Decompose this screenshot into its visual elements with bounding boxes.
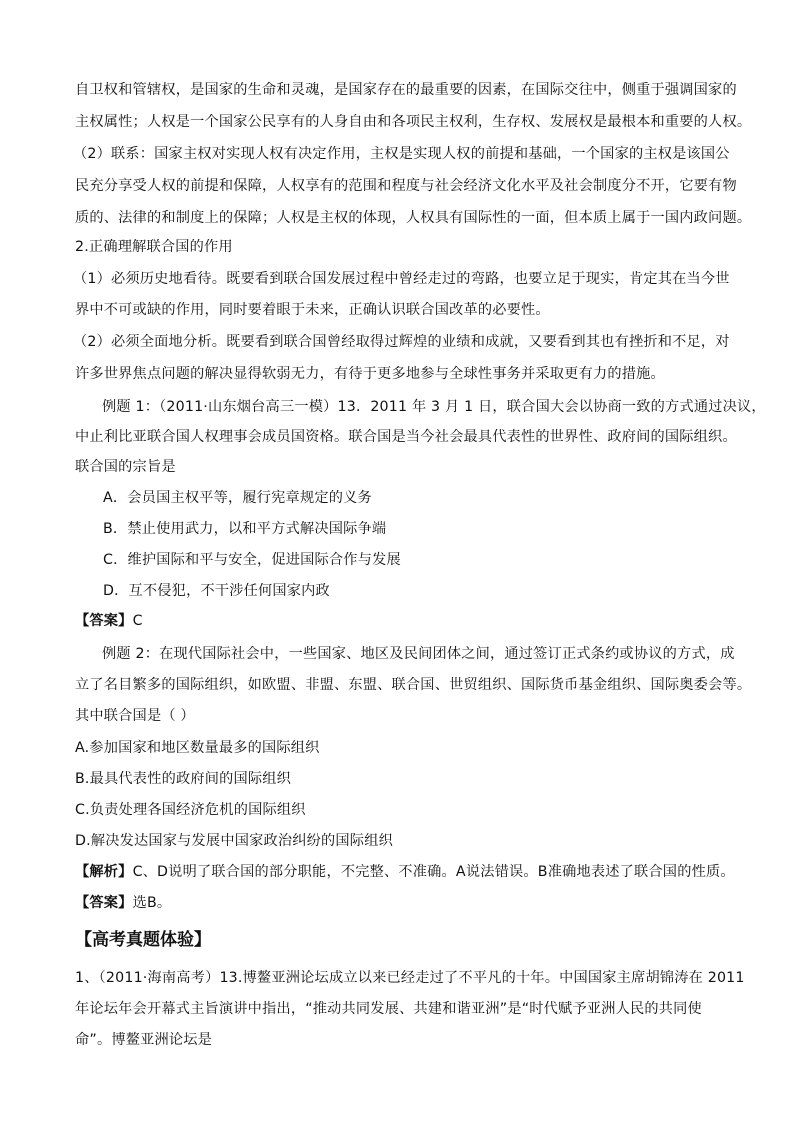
- paragraph-line: 自卫权和管辖权，是国家的生命和灵魂，是国家存在的最重要的因素，在国际交往中，侧重于强调国家的: [75, 82, 737, 98]
- analysis-text: C、D说明了联合国的部分职能，不完整、不准确。A说法错误。B准确地表述了联合国的性质。: [132, 864, 735, 880]
- paragraph-line: 许多世界焦点问题的解决显得软弱无力，有待于更多地参与全球性事务并采取更有力的措施。: [75, 366, 665, 382]
- paragraph-line: 主权属性；人权是一个国家公民享有的人身自由和各项民主权利，生存权、发展权是最根本和重要的人权。: [75, 114, 752, 130]
- answer-label: 【答案】: [75, 613, 133, 629]
- example-1-answer: [75, 611, 725, 631]
- example-1-option-d: D．互不侵犯，不干涉任何国家内政: [103, 583, 330, 599]
- example-1-stem: 联合国的宗旨是: [75, 459, 176, 475]
- example-1-option-a: A．会员国主权平等，履行宪章规定的义务: [103, 490, 372, 506]
- example-2-stem: 其中联合国是（ ）: [75, 708, 195, 724]
- example-2-option-a: A.参加国家和地区数量最多的国际组织: [75, 740, 320, 756]
- question-1-stem: 1、（2011·海南高考）13.博鳌亚洲论坛成立以来已经走过了不平凡的十年。中国国家主席胡锦涛在 2011: [75, 970, 745, 986]
- paragraph-line: 民充分享受人权的前提和保障，人权享有的范围和程度与社会经济文化水平及社会制度分不开，它要有物: [75, 178, 737, 194]
- example-1-stem: 中止利比亚联合国人权理事会成员国资格。联合国是当今社会最具代表性的世界性、政府间的国际组织。: [75, 429, 737, 445]
- paragraph-line: （2）必须全面地分析。既要看到联合国曾经取得过辉煌的业绩和成就，又要看到其也有挫折和不足，对: [73, 334, 730, 350]
- answer-label: 【答案】: [75, 895, 133, 911]
- example-2-option-c: C.负责处理各国经济危机的国际组织: [75, 802, 306, 818]
- example-1-option-c: C．维护国际和平与安全，促进国际合作与发展: [103, 552, 401, 568]
- example-2-stem: 立了名目繁多的国际组织，如欧盟、非盟、东盟、联合国、世贸组织、国际货币基金组织、国际奥委会等。: [75, 677, 752, 693]
- paragraph-line: （2）联系：国家主权对实现人权有决定作用，主权是实现人权的前提和基础，一个国家的主权是该国公: [73, 146, 730, 162]
- question-1-stem: 命”。博鳌亚洲论坛是: [75, 1032, 213, 1048]
- example-2-answer: [75, 893, 725, 913]
- section-title: 【高考真题体验】: [75, 930, 211, 950]
- answer-value: 选B。: [132, 895, 172, 911]
- example-2-option-b: B.最具代表性的政府间的国际组织: [75, 771, 292, 787]
- paragraph-line: 质的、法律的和制度上的保障；人权是主权的体现，人权具有国际性的一面，但本质上属于一国内政问题。: [75, 210, 752, 226]
- paragraph-line: 界中不可或缺的作用，同时要着眼于未来，正确认识联合国改革的必要性。: [75, 302, 550, 318]
- subheading: 2.正确理解联合国的作用: [75, 239, 233, 255]
- analysis-label: 【解析】: [75, 864, 133, 880]
- example-1-option-b: B．禁止使用武力，以和平方式解决国际争端: [103, 521, 387, 537]
- question-1-stem: 年论坛年会开幕式主旨演讲中指出，“推动共同发展、共建和谐亚洲”是“时代赋予亚洲人民的共同使: [75, 1001, 702, 1017]
- paragraph-line: （1）必须历史地看待。既要看到联合国发展过程中曾经走过的弯路，也要立足于现实，肯定其在当今世: [73, 271, 730, 287]
- answer-value: C: [132, 613, 143, 629]
- example-1-stem: 例题 1：（2011·山东烟台高三一模）13．2011 年 3 月 1 日，联合国大会以协商一致的方式通过决议，: [102, 399, 766, 415]
- example-2-option-d: D.解决发达国家与发展中国家政治纠纷的国际组织: [75, 833, 393, 849]
- example-2-analysis: [75, 862, 735, 882]
- example-2-stem: 例题 2：在现代国际社会中，一些国家、地区及民间团体之间，通过签订正式条约或协议的方式，成: [102, 646, 735, 662]
